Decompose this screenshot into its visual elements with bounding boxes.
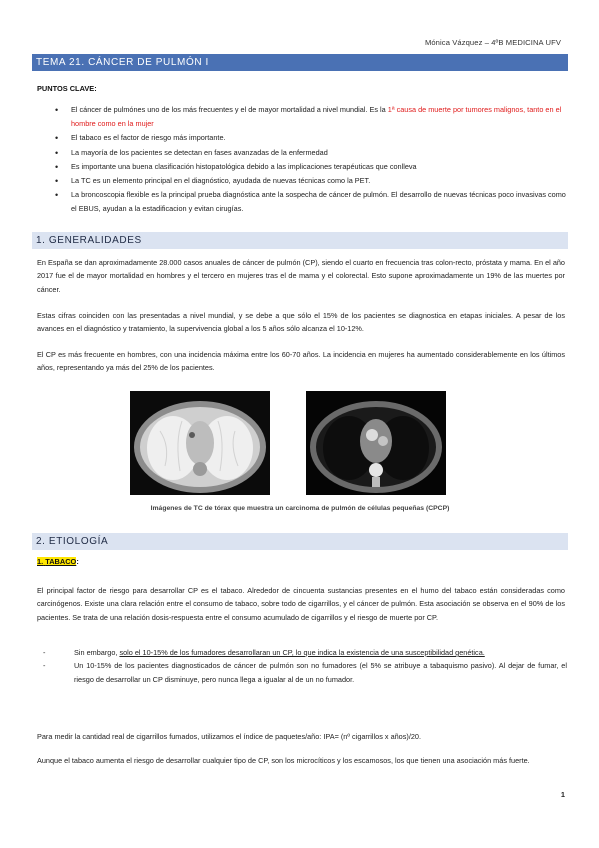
bullet-icon: • <box>55 161 59 172</box>
ct-scan-mediastinal-window-image <box>306 391 446 495</box>
ct-scan-lung-window-image <box>130 391 270 495</box>
bullet-icon: • <box>55 147 59 158</box>
header-author: Mónica Vázquez – 4ºB MEDICINA UFV <box>424 38 561 47</box>
section-heading-etiologia: 2. ETIOLOGÍA <box>32 533 568 550</box>
bullet-icon: • <box>55 176 59 187</box>
bullet-icon: • <box>55 133 59 144</box>
list-item: - Sin embargo, solo el 10-15% de los fumadores desarrollaran un CP, lo que indica la existencia de una susceptibilidad genética. <box>37 646 567 659</box>
section-heading-generalidades: 1. GENERALIDADES <box>32 232 568 249</box>
paragraph: El principal factor de riesgo para desarrollar CP es el tabaco. Alrededor de cincuenta sustancias presentes en el humo del tabaco están consideradas como carcinógenos. Existe una clara relación entre el consumo de tabaco, sobre todo de cigarrillos, y el cáncer de pulmón. Esta asociación se observa en el 90% de los pacientes. Se trata de una relación dosis-respuesta entre el consumo acumulado de cigarrillos y el riesgo de muerte por CP. <box>37 586 565 622</box>
list-item: - Un 10-15% de los pacientes diagnosticados de cáncer de pulmón son no fumadores (el 5% se atribuye a tabaquismo pasivo). Al dejar de fumar, el riesgo de desarrollar un CP disminuye, pero nunca llega a igualar al de un no fumador. <box>43 661 567 684</box>
bullet-icon: • <box>55 190 59 201</box>
list-item: • Es importante una buena clasificación histopatológica debido a las implicaciones terapéuticas que conlleva <box>37 160 567 174</box>
list-item: • La TC es un elemento principal en el diagnóstico, ayudada de nuevas técnicas como la PET. <box>37 174 567 188</box>
subheading-tabaco: 1. TABACO: <box>37 557 79 566</box>
paragraph: En España se dan aproximadamente 28.000 casos anuales de cáncer de pulmón (CP), siendo el cuarto en frecuencia tras colon-recto, próstata y mama. En el año 2017 fue el de mayor mortalidad en hombres y el tercero en mujeres tras el de mama y el colorectal. Esto supone aproximadamente un 19% de las muertes por cáncer. <box>37 258 565 294</box>
list-item: • La mayoría de los pacientes se detectan en fases avanzadas de la enfermedad <box>37 146 567 160</box>
page-number: 1 <box>560 790 565 799</box>
paragraph: Aunque el tabaco aumenta el riesgo de desarrollar cualquier tipo de CP, son los microcíticos y los escamosos, los que tienen una asociación más fuerte. <box>37 756 530 765</box>
highlighted-text: 1ª causa de muerte por tumores malignos, tanto en el hombre como en la mujer <box>71 105 562 129</box>
paragraph: Estas cifras coinciden con las presentadas a nivel mundial, y se debe a que sólo el 15% de los pacientes se diagnostica en etapas iniciales. A pesar de los avances en el diagnóstico y tratamiento, la supervivencia global a los 5 años sólo alcanza el 10-12%. <box>37 311 565 334</box>
paragraph: Para medir la cantidad real de cigarrillos fumados, utilizamos el índice de paquetes/año: IPA= (nº cigarrillos x años)/20. <box>37 732 421 741</box>
list-item: • El cáncer de pulmónes uno de los más frecuentes y el de mayor mortalidad a nivel mundial. Es la 1ª causa de muerte por tumores malignos, tanto en el hombre como en la mujer <box>55 105 562 129</box>
paragraph: El CP es más frecuente en hombres, con una incidencia máxima entre los 60-70 años. La incidencia en mujeres ha aumentado considerablemente en los últimos años, representando ya más del 25% de los pacientes. <box>37 350 565 373</box>
topic-title: TEMA 21. CÁNCER DE PULMÓN I <box>32 54 568 71</box>
bullet-icon: • <box>55 105 59 115</box>
dash-icon: - <box>43 661 46 671</box>
list-item: • El tabaco es el factor de riesgo más importante. <box>37 131 567 145</box>
key-points-list <box>37 103 567 217</box>
dash-icon: - <box>43 648 46 657</box>
list-item: • La broncoscopia flexible es la principal prueba diagnóstica ante la sospecha de cáncer de pulmón. El desarrollo de nuevas técnicas poco invasivas como el EBUS, ayudan a la estadificacion y evitan cirugías. <box>55 190 566 214</box>
key-points-label: PUNTOS CLAVE: <box>37 84 97 93</box>
figure-caption: Imágenes de TC de tórax que muestra un carcinoma de pulmón de células pequeñas (CPCP) <box>150 505 450 512</box>
dash-list <box>37 646 567 686</box>
